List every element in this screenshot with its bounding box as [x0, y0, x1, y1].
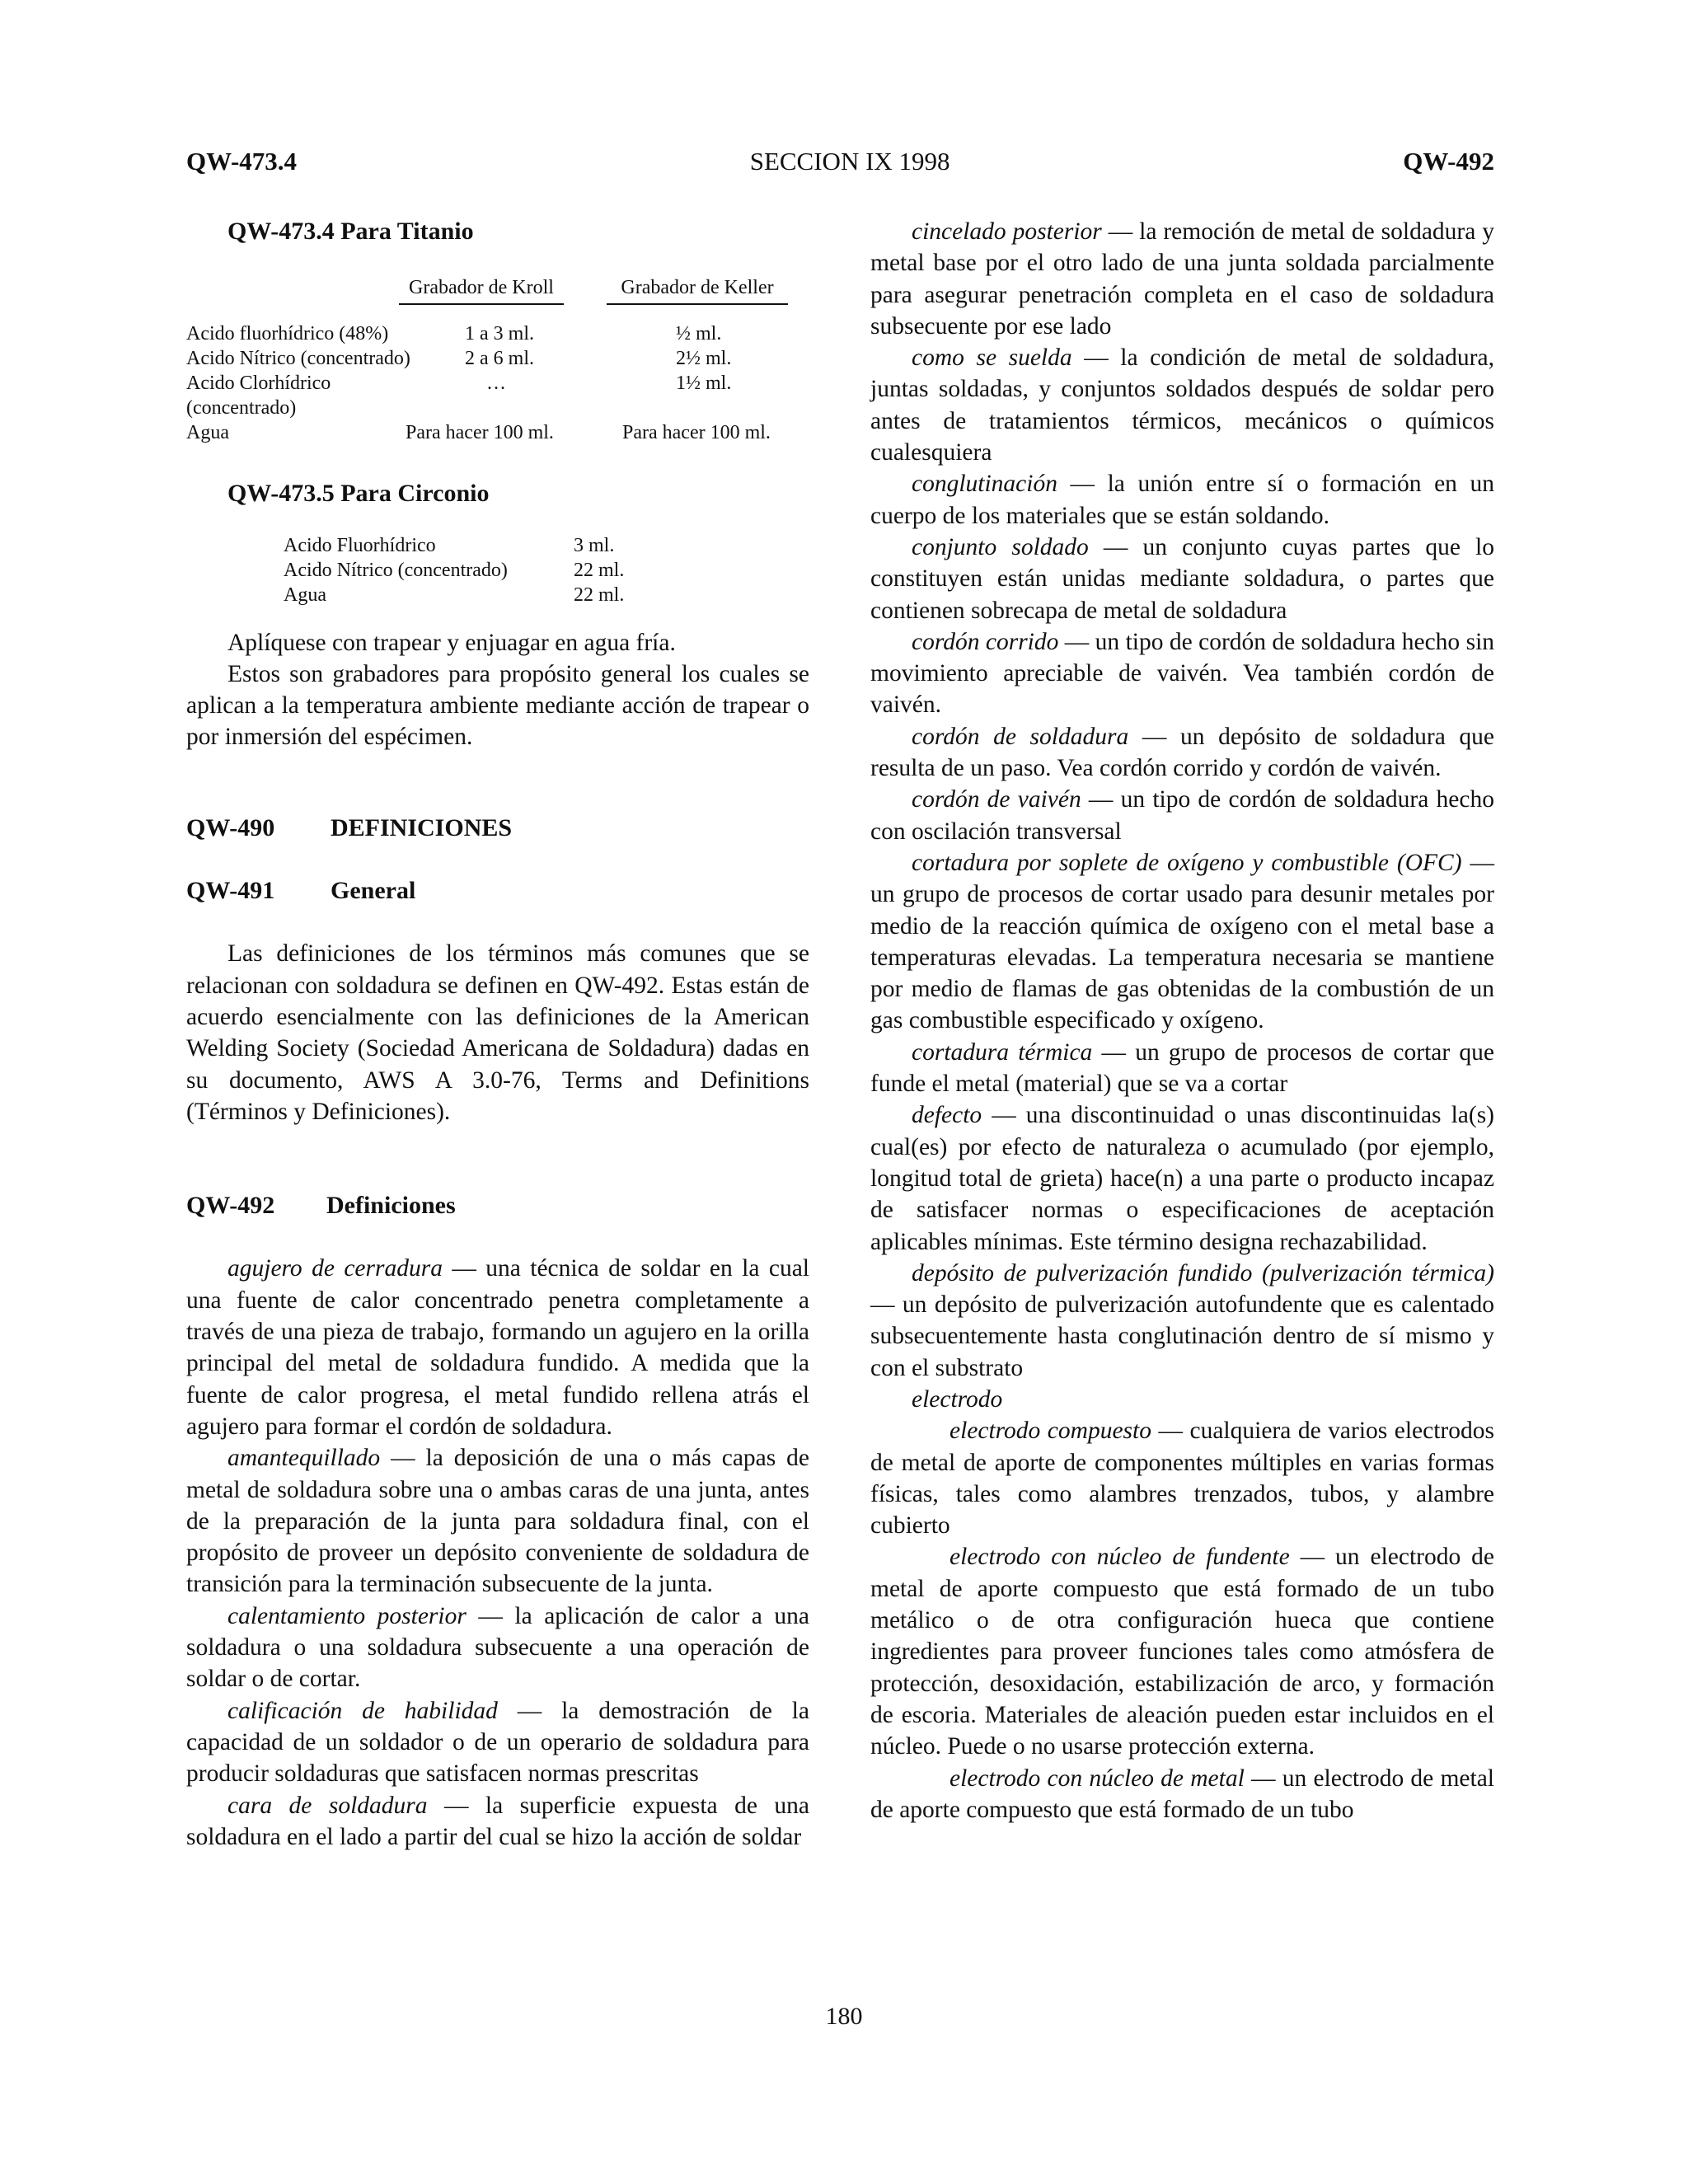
- definition: [186, 1601, 809, 1695]
- definition-text: — un grupo de procesos de cortar que funde el metal (material) que se va a cortar: [870, 1038, 1494, 1098]
- row-value: 22 ml.: [574, 559, 625, 581]
- section-title: Definiciones: [326, 1192, 456, 1220]
- section-number: QW-492: [186, 1192, 275, 1220]
- running-header: [186, 147, 1494, 176]
- titanio-column-headers: [186, 272, 809, 305]
- definition-text: — un electrodo de metal de aporte compuesto que está formado de un tubo metálico o de otra configuración hueca que contiene ingredientes para proveer funciones tales como atmósfera de protección, desoxidación, estabilización de arco, y formación de escoria. Materiales de aleación pueden estar incluidos en el núcleo. Puede o no usarse protección externa.: [870, 1544, 1494, 1760]
- definition-text: — un electrodo de metal de aporte compuesto que está formado de un tubo: [870, 1765, 1494, 1823]
- definition-text: — un tipo de cordón de soldadura hecho sin movimiento apreciable de vaivén. Vea también cordón de vaivén.: [870, 628, 1495, 719]
- table-row: [186, 583, 809, 607]
- left-definitions: [186, 1253, 809, 1853]
- definition: [870, 1099, 1494, 1257]
- section-qw-492: [186, 1190, 809, 1221]
- general-paragraph: Las definiciones de los términos más comunes que se relacionan con soldadura se definen en QW-492. Estas están de acuerdo esencialmente con las definiciones de la American Welding Society (Sociedad Americana de Soldadura) dadas en su documento, AWS A 3.0-76, Terms and Definitions (Términos y Definiciones).: [186, 940, 809, 1125]
- definition-term: calificación de habilidad: [227, 1697, 498, 1724]
- definition-term: conglutinación: [912, 471, 1057, 498]
- sub-definition: [870, 1541, 1494, 1762]
- definition-term: electrodo con núcleo de metal: [950, 1765, 1245, 1792]
- definition-term: cortadura térmica: [912, 1038, 1093, 1066]
- header-left: QW-473.4: [186, 147, 298, 176]
- row-value: 3 ml.: [574, 534, 615, 556]
- table-row: [186, 420, 809, 445]
- section-number: QW-491: [186, 877, 275, 905]
- keller-header: Grabador de Keller: [621, 277, 774, 299]
- header-center: SECCION IX 1998: [749, 147, 950, 176]
- definition-term: cordón de soldadura: [912, 723, 1129, 750]
- row-keller: Para hacer 100 ml.: [622, 422, 771, 444]
- table-row: [186, 346, 809, 371]
- definition-text: — un grupo de procesos de cortar usado para desunir metales por medio de la reacción química de oxígeno con el metal base a temperaturas elevadas. La temperatura necesaria se mantiene por medio de flamas de gas obtenidas de la combustión de un gas combustible especificado y oxígeno.: [870, 849, 1494, 1034]
- definition-text: — un conjunto cuyas partes que lo constituyen están unidas mediante soldadura, o partes que contienen sobrecapa de metal de soldadura: [870, 533, 1494, 624]
- circonio-heading: QW-473.5 Para Circonio: [227, 480, 490, 508]
- definition-term: conjunto soldado: [912, 533, 1089, 560]
- definition-text: — cualquiera de varios electrodos de metal de aporte de componentes múltiples en varias formas físicas, tales como alambres trenzados, tubos, y alambre cubierto: [870, 1418, 1494, 1540]
- row-keller: 1½ ml.: [676, 373, 732, 395]
- definition: [186, 1253, 809, 1442]
- header-right: QW-492: [1403, 147, 1494, 176]
- definition-text: — una discontinuidad o unas discontinuidas la(s) cual(es) por efecto de naturaleza o acumulado (por ejemplo, longitud total de grieta) hace(n) a una parte o producto incapaz de satisfacer normas o especificaciones de aceptación aplicables mínimas. Este término designa rechazabilidad.: [870, 1102, 1494, 1255]
- etchers-note: Estos son grabadores para propósito general los cuales se aplican a la temperatura ambiente mediante acción de trapear o por inmersión del espécimen.: [186, 660, 809, 751]
- definition-text: — una técnica de soldar en la cual una fuente de calor concentrado penetra completamente a través de una pieza de trabajo, formando un agujero en la orilla principal del metal de soldadura fundido. A medida que la fuente de calor progresa, el metal fundido rellena atrás el agujero para formar el cordón de soldadura.: [186, 1255, 809, 1440]
- definition: [186, 1790, 809, 1854]
- definition: [870, 468, 1494, 532]
- section-number: QW-490: [186, 813, 275, 841]
- titanio-heading: QW-473.4 Para Titanio: [227, 218, 474, 245]
- definition: [870, 216, 1494, 342]
- titanio-table: [186, 321, 809, 445]
- row-name: Acido Nítrico (concentrado): [284, 559, 508, 581]
- definition-term: amantequillado: [227, 1445, 381, 1472]
- definition-term: electrodo: [912, 1385, 1003, 1413]
- section-title: General: [331, 877, 416, 905]
- section-qw-490: [186, 813, 809, 844]
- sub-definition: [870, 1415, 1494, 1541]
- row-name: Acido Clorhídrico: [186, 373, 331, 395]
- kroll-header: Grabador de Kroll: [409, 277, 554, 299]
- row-kroll: 1 a 3 ml.: [465, 323, 534, 345]
- definition-term: cara de soldadura: [227, 1792, 428, 1819]
- table-row: [186, 371, 809, 420]
- table-row: [186, 533, 809, 558]
- definition: [870, 721, 1494, 785]
- page-number: 180: [825, 2003, 863, 2030]
- row-name: Acido Nítrico (concentrado): [186, 348, 410, 370]
- row-name: Acido fluorhídrico (48%): [186, 323, 389, 345]
- definition: [870, 342, 1494, 468]
- definition: [870, 847, 1494, 1037]
- row-name-cont: (concentrado): [186, 397, 297, 419]
- definition: [870, 1384, 1494, 1415]
- definition: [186, 1695, 809, 1790]
- table-row: [186, 558, 809, 583]
- definition-term: agujero de cerradura: [227, 1255, 443, 1282]
- section-qw-491: [186, 875, 809, 907]
- row-keller: 2½ ml.: [676, 348, 732, 370]
- definition-term: cordón corrido: [912, 628, 1059, 655]
- definition-term: cincelado posterior: [912, 218, 1102, 245]
- definition-term: calentamiento posterior: [227, 1602, 467, 1629]
- row-name: Agua: [284, 583, 326, 606]
- definition-term: cordón de vaivén: [912, 786, 1081, 813]
- definition: [870, 1037, 1494, 1100]
- definition-text: — un depósito de soldadura que resulta de un paso. Vea cordón corrido y cordón de vaivén.: [870, 723, 1494, 782]
- definition: [186, 1442, 809, 1600]
- definition-text: — la deposición de una o más capas de metal de soldadura sobre una o ambas caras de una junta, antes de la preparación de la junta para soldadura final, con el propósito de proveer un depósito conveniente de soldadura de transición para la terminación subsecuente de la junta.: [186, 1445, 809, 1598]
- definition-text: — un tipo de cordón de soldadura hecho con oscilación transversal: [870, 786, 1494, 845]
- definition-term: electrodo con núcleo de fundente: [950, 1544, 1290, 1571]
- row-kroll: Para hacer 100 ml.: [406, 422, 554, 444]
- keller-rule: [607, 303, 788, 305]
- definition-term: defecto: [912, 1102, 982, 1129]
- definition-text: — la unión entre sí o formación en un cuerpo de los materiales que se están soldando.: [870, 471, 1494, 529]
- definition-term: electrodo compuesto: [950, 1418, 1151, 1445]
- apply-note: Aplíquese con trapear y enjuagar en agua fría.: [227, 629, 676, 656]
- circonio-table: [186, 533, 809, 607]
- row-kroll: 2 a 6 ml.: [465, 348, 534, 370]
- definition-text: — la demostración de la capacidad de un soldador o de un operario de soldadura para producir soldaduras que satisfacen normas prescritas: [186, 1697, 809, 1788]
- row-value: 22 ml.: [574, 583, 625, 606]
- definition-term: cortadura por soplete de oxígeno y combustible (OFC): [912, 849, 1462, 876]
- table-row: [186, 321, 809, 346]
- sub-definition: [870, 1763, 1494, 1826]
- kroll-rule: [399, 303, 564, 305]
- definition: [870, 1258, 1494, 1384]
- definition: [870, 532, 1494, 626]
- definition-text: — un depósito de pulverización autofundente que es calentado subsecuentemente hasta conglutinación dentro de sí mismo y con el substrato: [870, 1291, 1494, 1381]
- definition-text: — la condición de metal de soldadura, juntas soldadas, y conjuntos soldados después de soldar pero antes de tratamientos térmicos, mecánicos o químicos cualesquiera: [870, 344, 1494, 466]
- definition: [870, 626, 1494, 721]
- left-column: [186, 216, 809, 1853]
- definition-text: — la remoción de metal de soldadura y metal base por el otro lado de una junta soldada parcialmente para asegurar penetración completa en el caso de soldadura subsecuente por ese lado: [870, 218, 1494, 340]
- row-name: Acido Fluorhídrico: [284, 534, 436, 556]
- definition-term: depósito de pulverización fundido (pulverización térmica): [912, 1259, 1494, 1286]
- row-keller: ½ ml.: [676, 323, 722, 345]
- right-column: [870, 216, 1494, 1825]
- definition-text: — la aplicación de calor a una soldadura o una soldadura subsecuente a una operación de soldar o de cortar.: [186, 1602, 809, 1693]
- row-kroll: …: [486, 373, 506, 395]
- definition-text: — la superficie expuesta de una soldadura en el lado a partir del cual se hizo la acción de soldar: [186, 1792, 809, 1850]
- section-title: DEFINICIONES: [331, 813, 513, 841]
- row-name: Agua: [186, 422, 229, 444]
- definition-term: como se suelda: [912, 344, 1072, 372]
- definition: [870, 784, 1494, 847]
